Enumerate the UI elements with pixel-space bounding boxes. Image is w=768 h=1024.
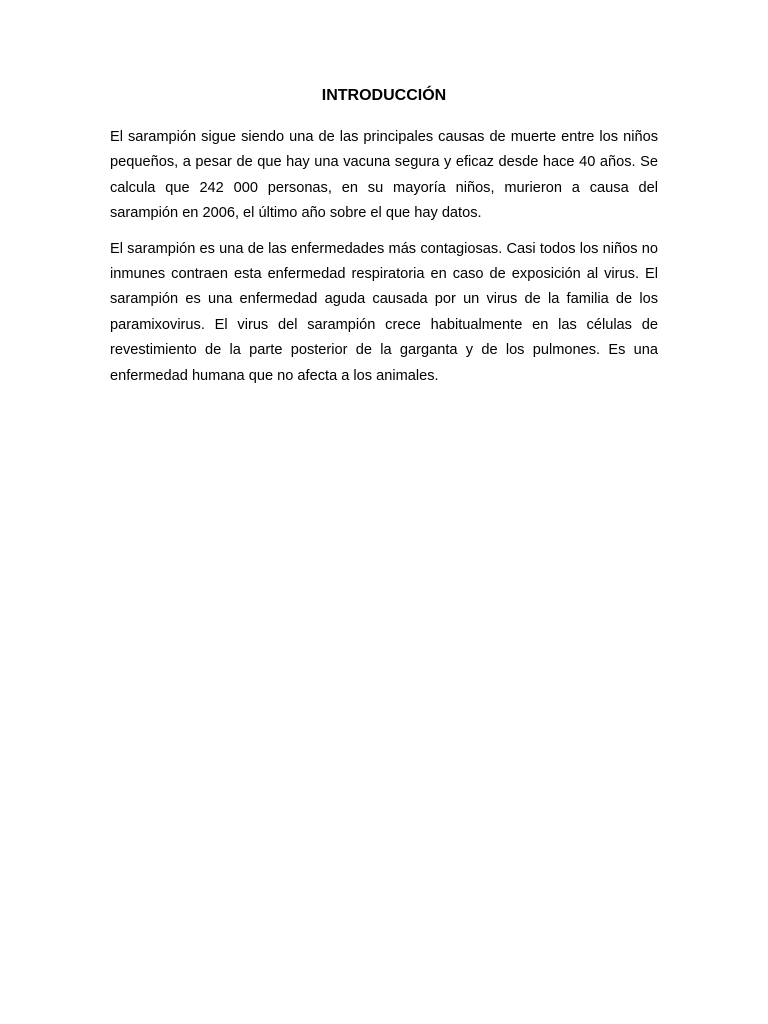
paragraph-2: El sarampión es una de las enfermedades más contagiosas. Casi todos los niños no inmunes contraen esta enfermedad respiratoria en caso de exposición al virus. El sarampión es una enfermedad aguda causada por un virus de la familia de los paramixovirus. El virus del sarampión crece habitualmente en las células de revestimiento de la parte posterior de la garganta y de los pulmones. Es una enfermedad humana que no afecta a los animales. (110, 240, 658, 384)
paragraph-1: El sarampión sigue siendo una de las principales causas de muerte entre los niños pequeños, a pesar de que hay una vacuna segura y eficaz desde hace 40 años. Se calcula que 242 000 personas, en su mayoría niños, murieron a causa del sarampión en 2006, el último año sobre el que hay datos. (110, 129, 658, 222)
document-body (110, 84, 658, 399)
document-title: INTRODUCCIÓN (321, 87, 447, 104)
